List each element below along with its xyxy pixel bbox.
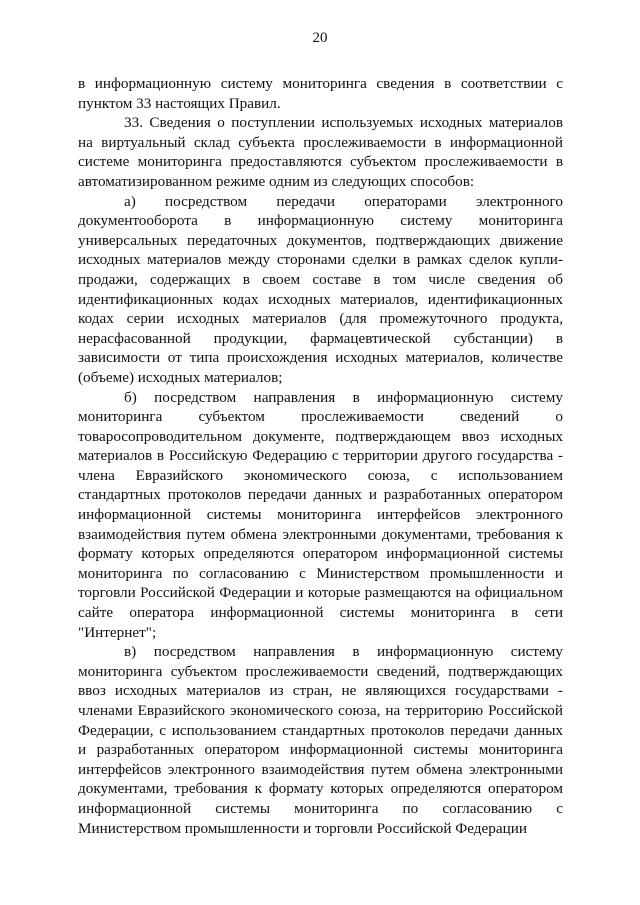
paragraph-item-v: в) посредством направления в информационную систему мониторинга субъектом прослеживаемости сведений, подтверждающих ввоз исходных материалов из стран, не являющихся государствами - членами Евразийского экономического союза, на территорию Российской Федерации, с использованием стандартных протоколов передачи данных и разработанных оператором информационной системы мониторинга интерфейсов электронного взаимодействия путем обмена электронными документами, требования к формату которых определяются оператором информационной системы мониторинга по согласованию с Министерством промышленности и торговли Российской Федерации (78, 643, 563, 837)
paragraph-continuation: в информационную систему мониторинга сведения в соответствии с пунктом 33 настоящих Правил. (78, 75, 563, 112)
document-body (78, 74, 563, 838)
page-number: 20 (312, 30, 328, 46)
paragraph-item-a: а) посредством передачи операторами электронного документооборота в информационную систему мониторинга универсальных передаточных документов, подтверждающих движение исходных материалов между сторонами сделки в рамках сделок купли-продажи, содержащих в своем составе в том числе сведения об идентификационных кодах исходных материалов, идентификационных кодах серии исходных материалов (для промежуточного продукта, нерасфасованной продукции, фармацевтической субстанции) в зависимости от типа происхождения исходных материалов, количестве (объеме) исходных материалов; (78, 192, 563, 386)
paragraph-item-b: б) посредством направления в информационную систему мониторинга субъектом прослеживаемости сведений о товаросопроводительном документе, подтверждающем ввоз исходных материалов в Российскую Федерацию с территории другого государства - члена Евразийского экономического союза, с использованием стандартных протоколов передачи данных и разработанных оператором информационной системы мониторинга интерфейсов электронного взаимодействия путем обмена электронными документами, требования к формату которых определяются оператором информационной системы мониторинга по согласованию с Министерством промышленности и торговли Российской Федерации и которые размещаются на официальном сайте оператора информационной системы мониторинга в сети "Интернет"; (78, 388, 563, 641)
paragraph-clause-33: 33. Сведения о поступлении используемых исходных материалов на виртуальный склад субъекта прослеживаемости в информационной системе мониторинга предоставляются субъектом прослеживаемости в автоматизированном режиме одним из следующих способов: (78, 114, 563, 190)
